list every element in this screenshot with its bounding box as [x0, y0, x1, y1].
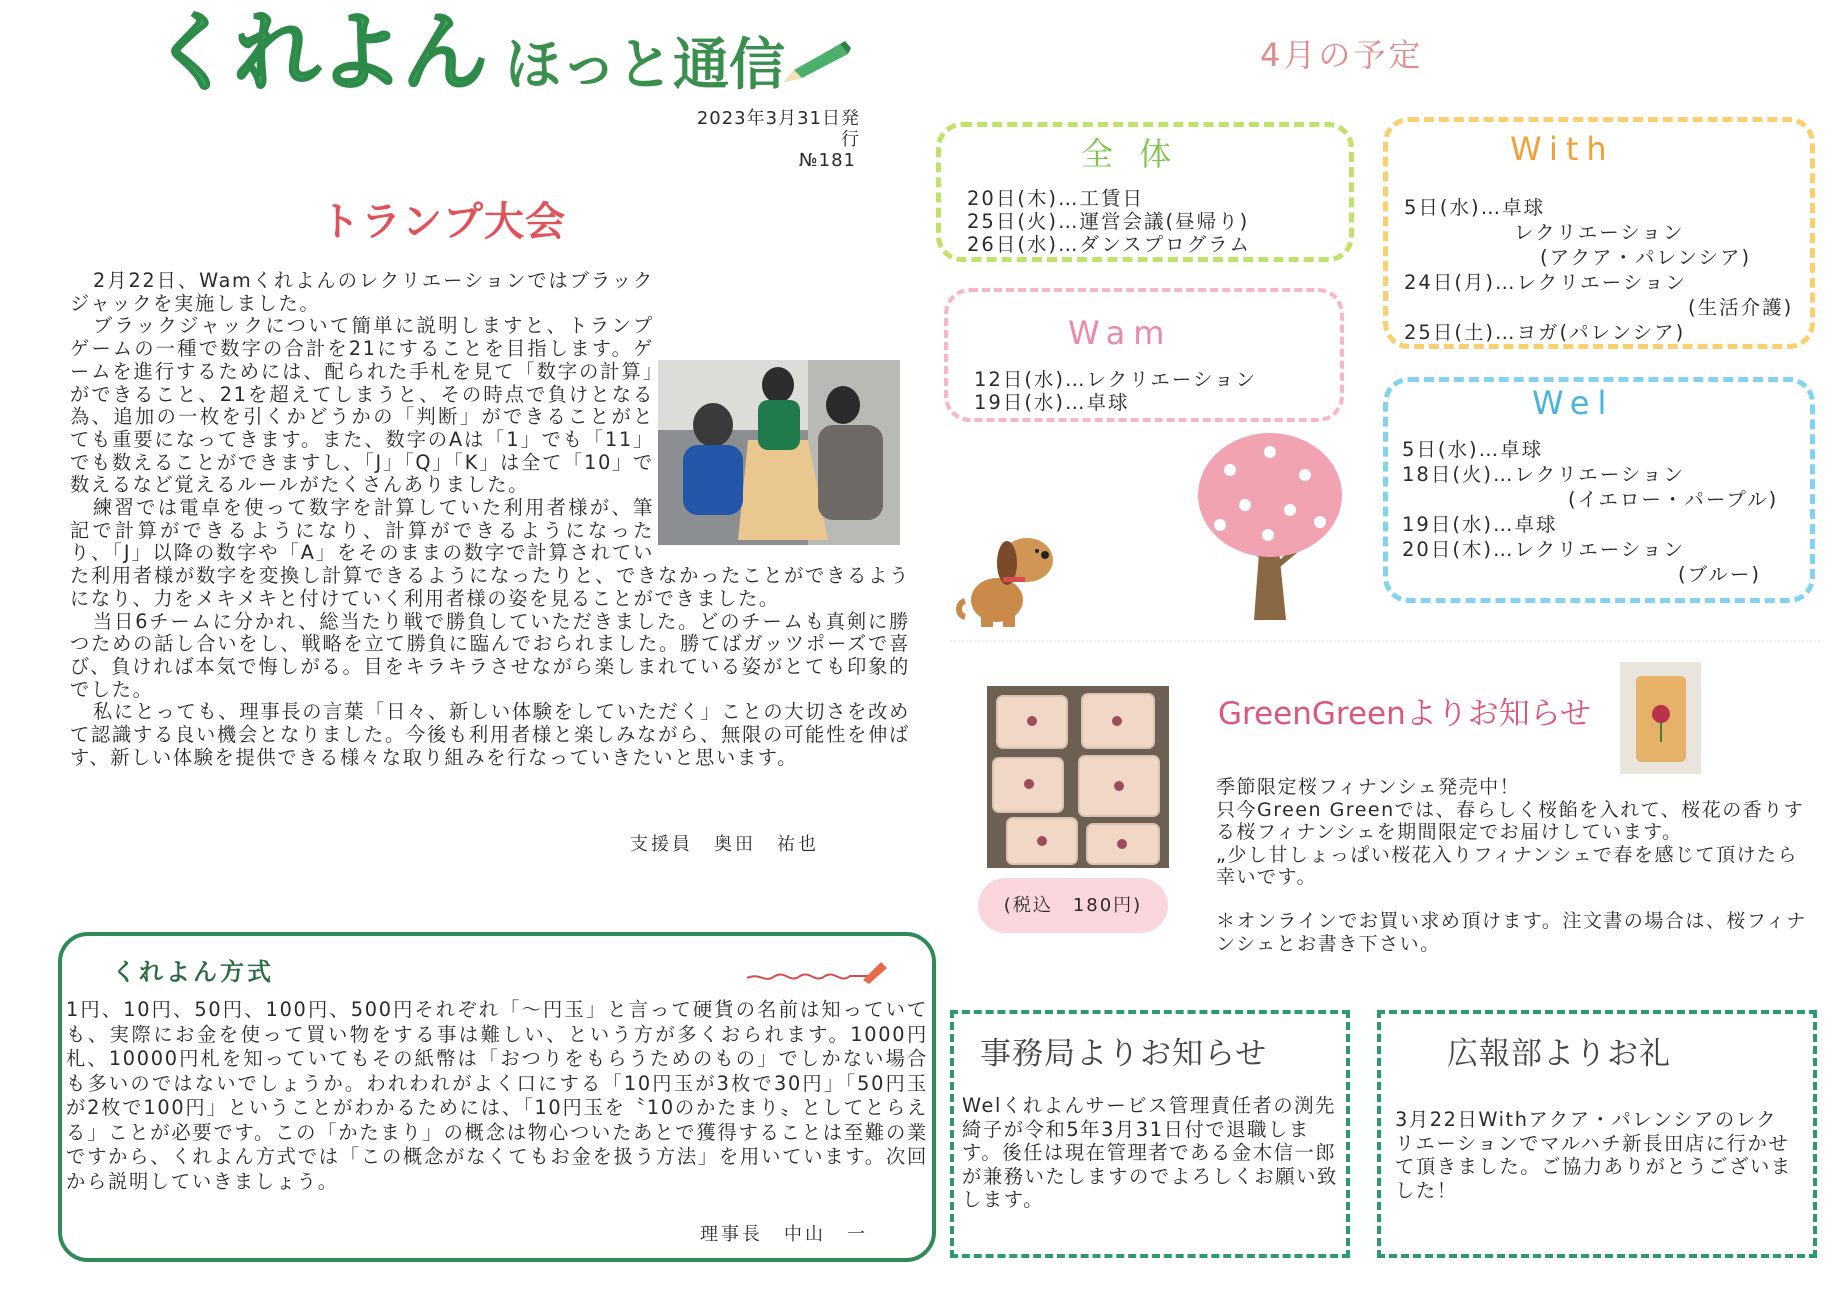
jimukyoku-title: 事務局よりお知らせ: [980, 1036, 1268, 1072]
schedule-line: 25日(土)…ヨガ(パレンシア): [1404, 321, 1686, 344]
financier-photo: [987, 686, 1169, 868]
card-game-photo: [658, 360, 900, 545]
jimukyoku-box: [950, 1010, 1350, 1258]
schedule-line: 20日(木)…レクリエーション: [1402, 538, 1685, 561]
schedule-with-box: [1383, 117, 1815, 349]
issue-info: [680, 108, 860, 171]
article-paragraph: 私にとっても、理事長の言葉「日々、新しい体験をしていただく」ことの大切さを改めて認識する良い機会となりました。今後も利用者様と楽しみながら、無限の可能性を伸ばす、新しい体験を提供できる様々な取り組みを行なっていきたいと思います。: [70, 700, 910, 769]
schedule-line: 20日(木)…工賃日: [967, 187, 1145, 210]
jimukyoku-text: Welくれよんサービス管理責任者の渕先綺子が令和5年3月31日付で退職します。後任は現在管理者である金木信一郎が兼務いたしますのでよろしくお願い致します。: [962, 1094, 1338, 1211]
section-divider: [950, 640, 1820, 642]
article-paragraph: ブラックジャックについて簡単に説明しますと、トランプゲームの一種で数字の合計を21にすることを目指します。ゲームを進行するためには、配られた手札を見て「数字の計算」ができること、21を超えてしまうと、その時点で負けとなる為、追加の一枚を引くかどうかの「判断」ができることがとても重要になってきます。また、数字のAは「1」でも「11」でも数えることができますし、「J」「Q」「K」は全て「10」で数えるなど覚えるルールがたくさんありました。: [70, 314, 654, 497]
kureyon-title: くれよん方式: [112, 958, 274, 986]
schedule-with-title: With: [1510, 130, 1615, 168]
kouhou-box: [1377, 1010, 1817, 1258]
masthead-title: くれよん: [150, 3, 486, 103]
schedule-line: 25日(火)…運営会議(昼帰り): [967, 210, 1250, 233]
schedule-line: 19日(水)…卓球: [974, 391, 1130, 414]
schedule-line: 18日(火)…レクリエーション: [1402, 463, 1685, 486]
schedule-all-title: 全 体: [1081, 135, 1180, 173]
schedule-line: 5日(水)…卓球: [1402, 438, 1544, 461]
price-badge: (税込 180円): [978, 878, 1168, 933]
dog-icon: [955, 505, 1070, 630]
article-paragraph: 練習では電卓を使って数字を計算していた利用者様が、筆記で計算ができるようになり、計算ができるようになったり、「J」以降の数字や「A」をそのままの数字で計算されていた利用者様が数字を変換し計算できるようになったりと、できなかったことができるようになり、力をメキメキと付けていく利用者様の姿を見ることができました。: [70, 496, 910, 610]
kureyon-text: 1円、10円、50円、100円、500円それぞれ「〜円玉」と言って硬貨の名前は知っていても、実際にお金を使って買い物をする事は難しい、という方が多くおられます。1000円札、10000円札を知っていてもその紙幣は「おつりをもらうためのもの」でしかない場合も多いのではないでしょうか。われわれがよく口にする「10円玉が3枚で30円」「50円玉が2枚で100円」ということがわかるためには、「10円玉を〝10のかたまり〟としてとらえる」ことが必要です。この「かたまり」の概念は物心ついたあとで獲得することは至難の業ですから、くれよん方式では「この概念がなくてもお金を扱う方法」を用いています。次回から説明していきましょう。: [66, 998, 928, 1193]
schedule-all-box: [936, 122, 1354, 262]
kureyon-signature: 理事長 中山 一: [700, 1224, 868, 1245]
greengreen-text: 季節限定桜フィナンシェ発売中！ 只今Green Greenでは、春らしく桜餡を入れて、桜花の香りする桜フィナンシェを期間限定でお届けしています。 „少し甘しょっぱい桜花入りフィナンシェで春を感じて頂けたら幸いです。: [1216, 776, 1805, 888]
kouhou-text: 3月22日Withアクア・パレンシアのレクリエーションでマルハチ新長田店に行かせて頂きました。ご協力ありがとうございました！: [1395, 1108, 1792, 1202]
financier-closeup-photo: [1620, 662, 1701, 774]
schedule-wam-box: [944, 288, 1344, 422]
schedule-title: 4月の予定: [1260, 36, 1424, 74]
greengreen-title: GreenGreenよりお知らせ: [1218, 696, 1591, 732]
schedule-wam-title: Wam: [1068, 314, 1173, 352]
schedule-wel-box: [1383, 377, 1815, 603]
pencil-icon: [780, 40, 852, 86]
schedule-line: 26日(水)…ダンスプログラム: [967, 233, 1251, 256]
article-paragraph: 当日6チームに分かれ、総当たり戦で勝負していただきました。どのチームも真剣に勝つための話し合いをし、戦略を立て勝負に臨んでおられました。勝てばガッツポーズで喜び、負ければ本気で悔しがる。目をキラキラさせながら楽しまれている姿がとても印象的でした。: [70, 609, 910, 701]
pencil-scribble-icon: [745, 958, 890, 986]
schedule-line: 24日(月)…レクリエーション: [1404, 271, 1687, 294]
schedule-line: 5日(水)…卓球: [1404, 196, 1546, 219]
issue-date: 2023年3月31日発行: [696, 108, 860, 150]
schedule-line: (ブルー): [1678, 563, 1761, 586]
schedule-line: (イエロー・パープル): [1568, 488, 1779, 511]
schedule-wel-title: Wel: [1532, 384, 1615, 422]
masthead-subtitle: ほっと通信: [505, 33, 785, 98]
schedule-line: レクリエーション: [1514, 221, 1685, 244]
cherry-tree-icon: [1190, 430, 1350, 630]
schedule-line: 12日(水)…レクリエーション: [974, 368, 1257, 391]
article-title: トランプ大会: [320, 199, 566, 245]
schedule-line: (生活介護): [1688, 296, 1794, 319]
schedule-line: 19日(水)…卓球: [1402, 513, 1558, 536]
issue-number: №181: [798, 150, 856, 171]
schedule-line: (アクア・パレンシア): [1540, 246, 1752, 269]
greengreen-note: ＊オンラインでお買い求め頂けます。注文書の場合は、桜フィナンシェとお書き下さい。: [1216, 910, 1807, 955]
article-signature: 支援員 奥田 祐也: [630, 834, 819, 855]
kouhou-title: 広報部よりお礼: [1447, 1036, 1671, 1072]
article-paragraph: 2月22日、Wamくれよんのレクリエーションではブラックジャックを実施しました。: [70, 269, 654, 315]
